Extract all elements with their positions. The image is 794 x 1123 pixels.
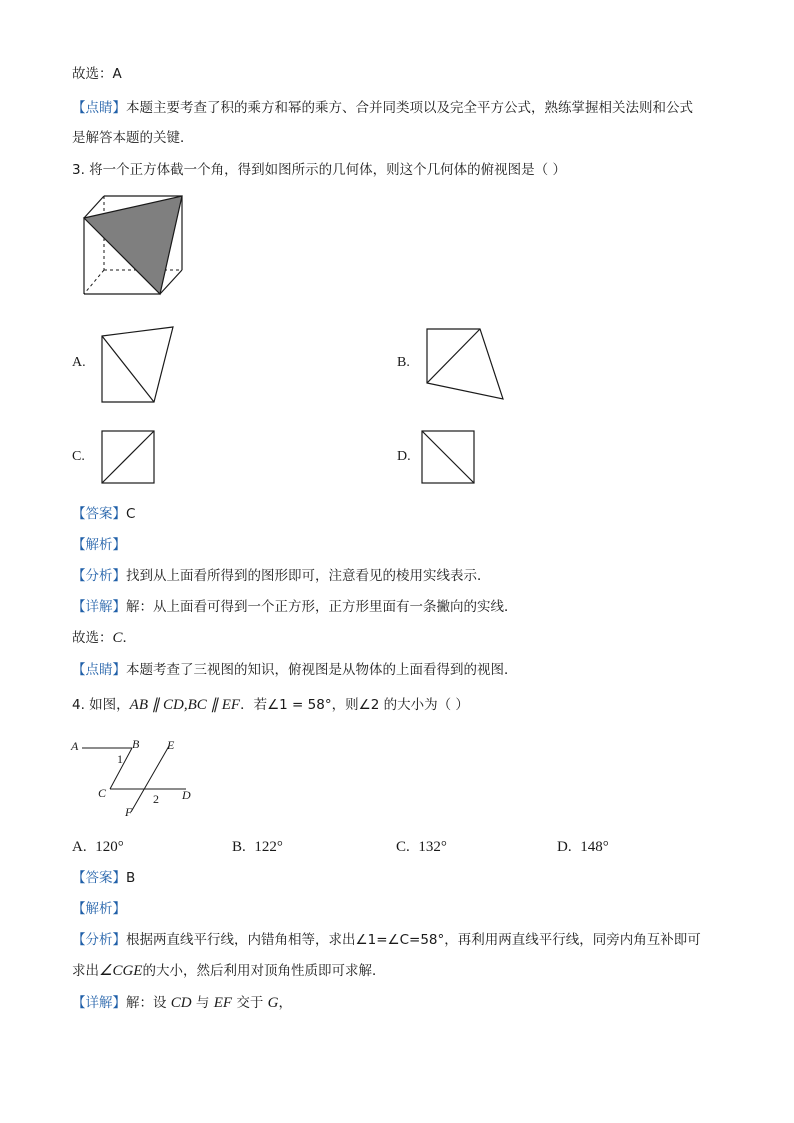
- q3-stem: 3. 将一个正方体截一个角，得到如图所示的几何体，则这个几何体的俯视图是（ ）: [72, 162, 566, 178]
- fenxi-text: 找到从上面看所得到的图形即可，注意看见的棱用实线表示．: [126, 568, 491, 584]
- label-c: C: [98, 786, 107, 800]
- answer-value: B: [126, 870, 136, 886]
- q3-option-c-figure[interactable]: [101, 430, 155, 484]
- answer-value: C: [126, 506, 136, 522]
- q3-xiangjie: [72, 597, 518, 617]
- q3-option-b-figure[interactable]: [426, 328, 506, 402]
- q3-dianjing: [72, 660, 518, 680]
- prev-answer-line: 故选：A: [72, 66, 122, 82]
- q3-option-b-label[interactable]: B.: [397, 355, 410, 370]
- q4-fenxi-line2: 求出∠CGE的大小，然后利用对顶角性质即可求解．: [72, 963, 386, 979]
- dianjing-tag: 【点睛】: [72, 662, 126, 678]
- label-angle-1: 1: [117, 752, 123, 766]
- answer-tag: 【答案】: [72, 506, 126, 522]
- q4-stem-expr: AB ∥ CD,BC ∥ EF: [129, 697, 241, 713]
- fenxi-tag: 【分析】: [72, 568, 126, 584]
- q3-option-d-figure[interactable]: [421, 430, 475, 484]
- label-a: A: [71, 739, 79, 753]
- q3-fenxi: [72, 566, 491, 586]
- dianjing-text: 本题考查了三视图的知识，俯视图是从物体的上面看得到的视图．: [126, 662, 518, 678]
- q3-option-d-label[interactable]: D.: [397, 449, 411, 464]
- q4-stem: 4. 如图，AB ∥ CD,BC ∥ EF．若∠1 = 58°，则∠2 的大小为（ ）: [72, 697, 469, 713]
- comment-text: 本题主要考查了积的乘方和幂的乘方、合并同类项以及完全平方公式，熟练掌握相关法则和公式: [126, 100, 693, 116]
- q3-option-c-label[interactable]: C.: [72, 449, 85, 464]
- label-b: B: [132, 737, 140, 751]
- q4-xiangjie: 【详解】解：设 CD 与 EF 交于 G，: [72, 995, 292, 1011]
- label-d: D: [182, 788, 191, 802]
- xiangjie-text: 解：从上面看可得到一个正方形，正方形里面有一条撇向的实线．: [126, 599, 518, 615]
- q4-option-b[interactable]: B. 122°: [232, 839, 283, 855]
- prev-comment-line1: [72, 98, 693, 118]
- cut-face: [84, 196, 182, 294]
- q4-answer: [72, 868, 135, 888]
- q3-option-a-figure[interactable]: [101, 326, 177, 404]
- q4-option-c[interactable]: C. 132°: [396, 839, 447, 855]
- comment-tag: 【点睛】: [72, 100, 126, 116]
- label-e: E: [167, 738, 175, 752]
- fenxi-text: 根据两直线平行线，内错角相等，求出∠1=∠C=58°，再利用两直线平行线，同旁内角互补即可: [126, 932, 701, 948]
- q4-option-d[interactable]: D. 148°: [557, 839, 609, 855]
- fenxi-tag: 【分析】: [72, 932, 126, 948]
- q3-answer: [72, 504, 135, 524]
- q4-parallel-lines-figure: [68, 736, 198, 822]
- q4-option-a[interactable]: A. 120°: [72, 839, 124, 855]
- xiangjie-tag: 【详解】: [72, 599, 126, 615]
- q3-option-a-label[interactable]: A.: [72, 355, 86, 370]
- label-f: F: [125, 805, 133, 819]
- q4-analysis-tag: 【解析】: [72, 901, 126, 917]
- q4-fenxi-line1: [72, 930, 701, 950]
- label-angle-2: 2: [153, 792, 159, 806]
- answer-tag: 【答案】: [72, 870, 126, 886]
- q3-cube-figure: [82, 192, 192, 300]
- xiangjie-tag: 【详解】: [72, 995, 126, 1011]
- q3-choose: 故选：C．: [72, 630, 137, 646]
- q3-analysis-tag: 【解析】: [72, 537, 126, 553]
- prev-comment-line2: 是解答本题的关键．: [72, 130, 194, 146]
